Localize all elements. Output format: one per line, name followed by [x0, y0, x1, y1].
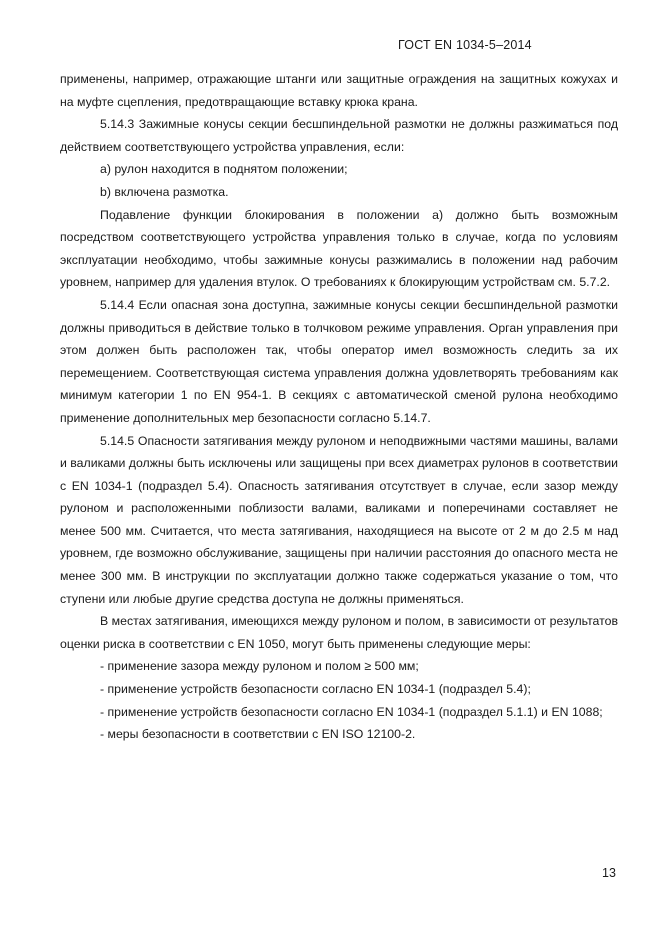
page-number: 13: [602, 866, 616, 880]
measure-item: - применение устройств безопасности согласно EN 1034-1 (подраздел 5.1.1) и EN 1088;: [100, 704, 603, 719]
body-text: [60, 68, 618, 746]
clause-5-14-4: 5.14.4 Если опасная зона доступна, зажимные конусы секции бесшпиндельной размотки должны приводиться в действие только в толчковом режиме управления. Орган управления при этом должен быть расположен так, чтобы оператор имел возможность следить за их перемещением. Соответствующая система управления должна удовлетворять требованиям как минимум категории 1 по EN 954-1. В секциях с автоматической сменой рулона необходимо применение дополнительных мер безопасности согласно 5.14.7.: [60, 297, 618, 425]
paragraph-blocking: Подавление функции блокирования в положении а) должно быть возможным посредством соответствующего устройства управления только в случае, когда по условиям эксплуатации необходимо, чтобы зажимные конусы разжимались в положении над рабочим уровнем, например для удаления втулок. О требованиях к блокирующим устройствам см. 5.7.2.: [60, 207, 618, 290]
list-item-b: b) включена размотка.: [100, 184, 229, 199]
clause-5-14-3: 5.14.3 Зажимные конусы секции бесшпиндельной размотки не должны разжиматься под действием соответствующего устройства управления, если:: [60, 117, 618, 154]
measure-item: - применение зазора между рулоном и полом ≥ 500 мм;: [100, 659, 419, 674]
document-code: ГОСТ EN 1034-5–2014: [398, 38, 532, 52]
paragraph-continuation: применены, например, отражающие штанги или защитные ограждения на защитных кожухах и на муфте сцепления, предотвращающие вставку крюка крана.: [60, 72, 618, 109]
measure-item: - меры безопасности в соответствии с EN ISO 12100-2.: [100, 727, 416, 742]
paragraph-measures-intro: В местах затягивания, имеющихся между рулоном и полом, в зависимости от результатов оценки риска в соответствии с EN 1050, могут быть применены следующие меры:: [60, 614, 618, 651]
measure-item: - применение устройств безопасности согласно EN 1034-1 (подраздел 5.4);: [100, 682, 531, 697]
clause-5-14-5: 5.14.5 Опасности затягивания между рулоном и неподвижными частями машины, валами и валиками должны быть исключены или защищены при всех диаметрах рулонов в соответствии с EN 1034-1 (подраздел 5.4). Опасность затягивания отсутствует в случае, если зазор между рулоном и расположенными поблизости валами, валиками и поперечинами составляет не менее 500 мм. Считается, что места затягивания, находящиеся на высоте от 2 м до 2.5 м над уровнем, где возможно обслуживание, защищены при наличии расстояния до опасного места не менее 300 мм. В инструкции по эксплуатации должно также содержаться указание о том, что ступени или любые другие средства доступа не должны применяться.: [60, 433, 618, 606]
list-item-a: a) рулон находится в поднятом положении;: [100, 162, 348, 177]
